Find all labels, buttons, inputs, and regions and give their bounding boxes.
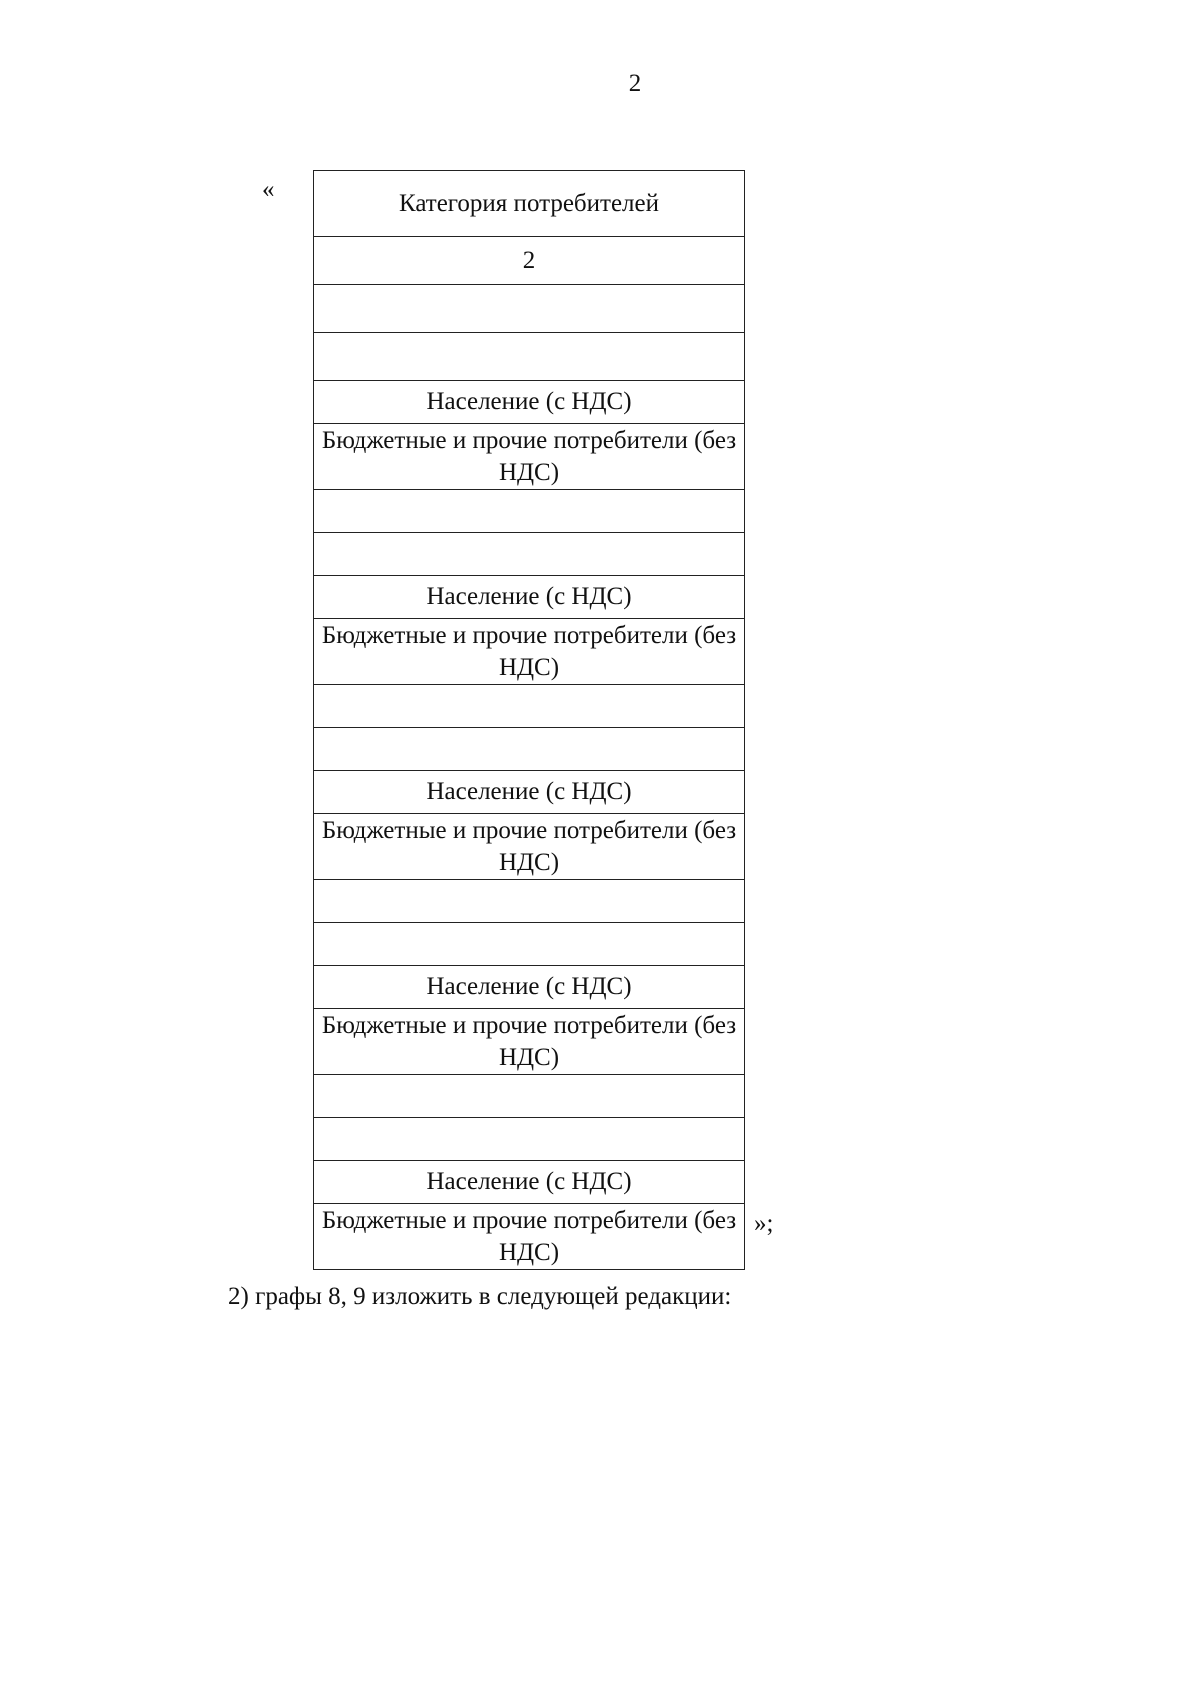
table-row bbox=[314, 1161, 745, 1204]
population-cell: Население (с НДС) bbox=[314, 381, 745, 424]
table-row-empty bbox=[314, 333, 745, 381]
table-row-empty bbox=[314, 923, 745, 966]
table-row-empty bbox=[314, 285, 745, 333]
empty-cell bbox=[314, 685, 745, 728]
budget-consumers-cell: Бюджетные и прочие потребители (без НДС) bbox=[314, 424, 745, 490]
header-cell: Категория потребителей bbox=[314, 171, 745, 237]
empty-cell bbox=[314, 490, 745, 533]
empty-cell bbox=[314, 285, 745, 333]
table-row bbox=[314, 814, 745, 880]
instruction-text: 2) графы 8, 9 изложить в следующей редакции: bbox=[228, 1283, 732, 1310]
empty-cell bbox=[314, 1075, 745, 1118]
table-row bbox=[314, 424, 745, 490]
empty-cell bbox=[314, 333, 745, 381]
table-row-empty bbox=[314, 728, 745, 771]
budget-consumers-cell: Бюджетные и прочие потребители (без НДС) bbox=[314, 1204, 745, 1270]
table-row bbox=[314, 381, 745, 424]
budget-consumers-cell: Бюджетные и прочие потребители (без НДС) bbox=[314, 619, 745, 685]
consumer-category-table bbox=[313, 170, 745, 1270]
population-cell: Население (с НДС) bbox=[314, 771, 745, 814]
table-row-empty bbox=[314, 490, 745, 533]
table-row-empty bbox=[314, 1118, 745, 1161]
population-cell: Население (с НДС) bbox=[314, 576, 745, 619]
column-number-row bbox=[314, 237, 745, 285]
table-row bbox=[314, 771, 745, 814]
closing-quote: »; bbox=[754, 1210, 774, 1237]
table-header-row bbox=[314, 171, 745, 237]
table-row bbox=[314, 619, 745, 685]
empty-cell bbox=[314, 880, 745, 923]
empty-cell bbox=[314, 923, 745, 966]
table-row-empty bbox=[314, 685, 745, 728]
empty-cell bbox=[314, 728, 745, 771]
empty-cell bbox=[314, 533, 745, 576]
table-row bbox=[314, 1204, 745, 1270]
table-row-empty bbox=[314, 1075, 745, 1118]
empty-cell bbox=[314, 1118, 745, 1161]
population-cell: Население (с НДС) bbox=[314, 966, 745, 1009]
budget-consumers-cell: Бюджетные и прочие потребители (без НДС) bbox=[314, 1009, 745, 1075]
table-row bbox=[314, 576, 745, 619]
table-row bbox=[314, 966, 745, 1009]
page-number: 2 bbox=[628, 70, 642, 97]
table-row-empty bbox=[314, 533, 745, 576]
table-row-empty bbox=[314, 880, 745, 923]
population-cell: Население (с НДС) bbox=[314, 1161, 745, 1204]
column-number-cell: 2 bbox=[314, 237, 745, 285]
budget-consumers-cell: Бюджетные и прочие потребители (без НДС) bbox=[314, 814, 745, 880]
opening-quote: « bbox=[262, 176, 275, 203]
table-row bbox=[314, 1009, 745, 1075]
